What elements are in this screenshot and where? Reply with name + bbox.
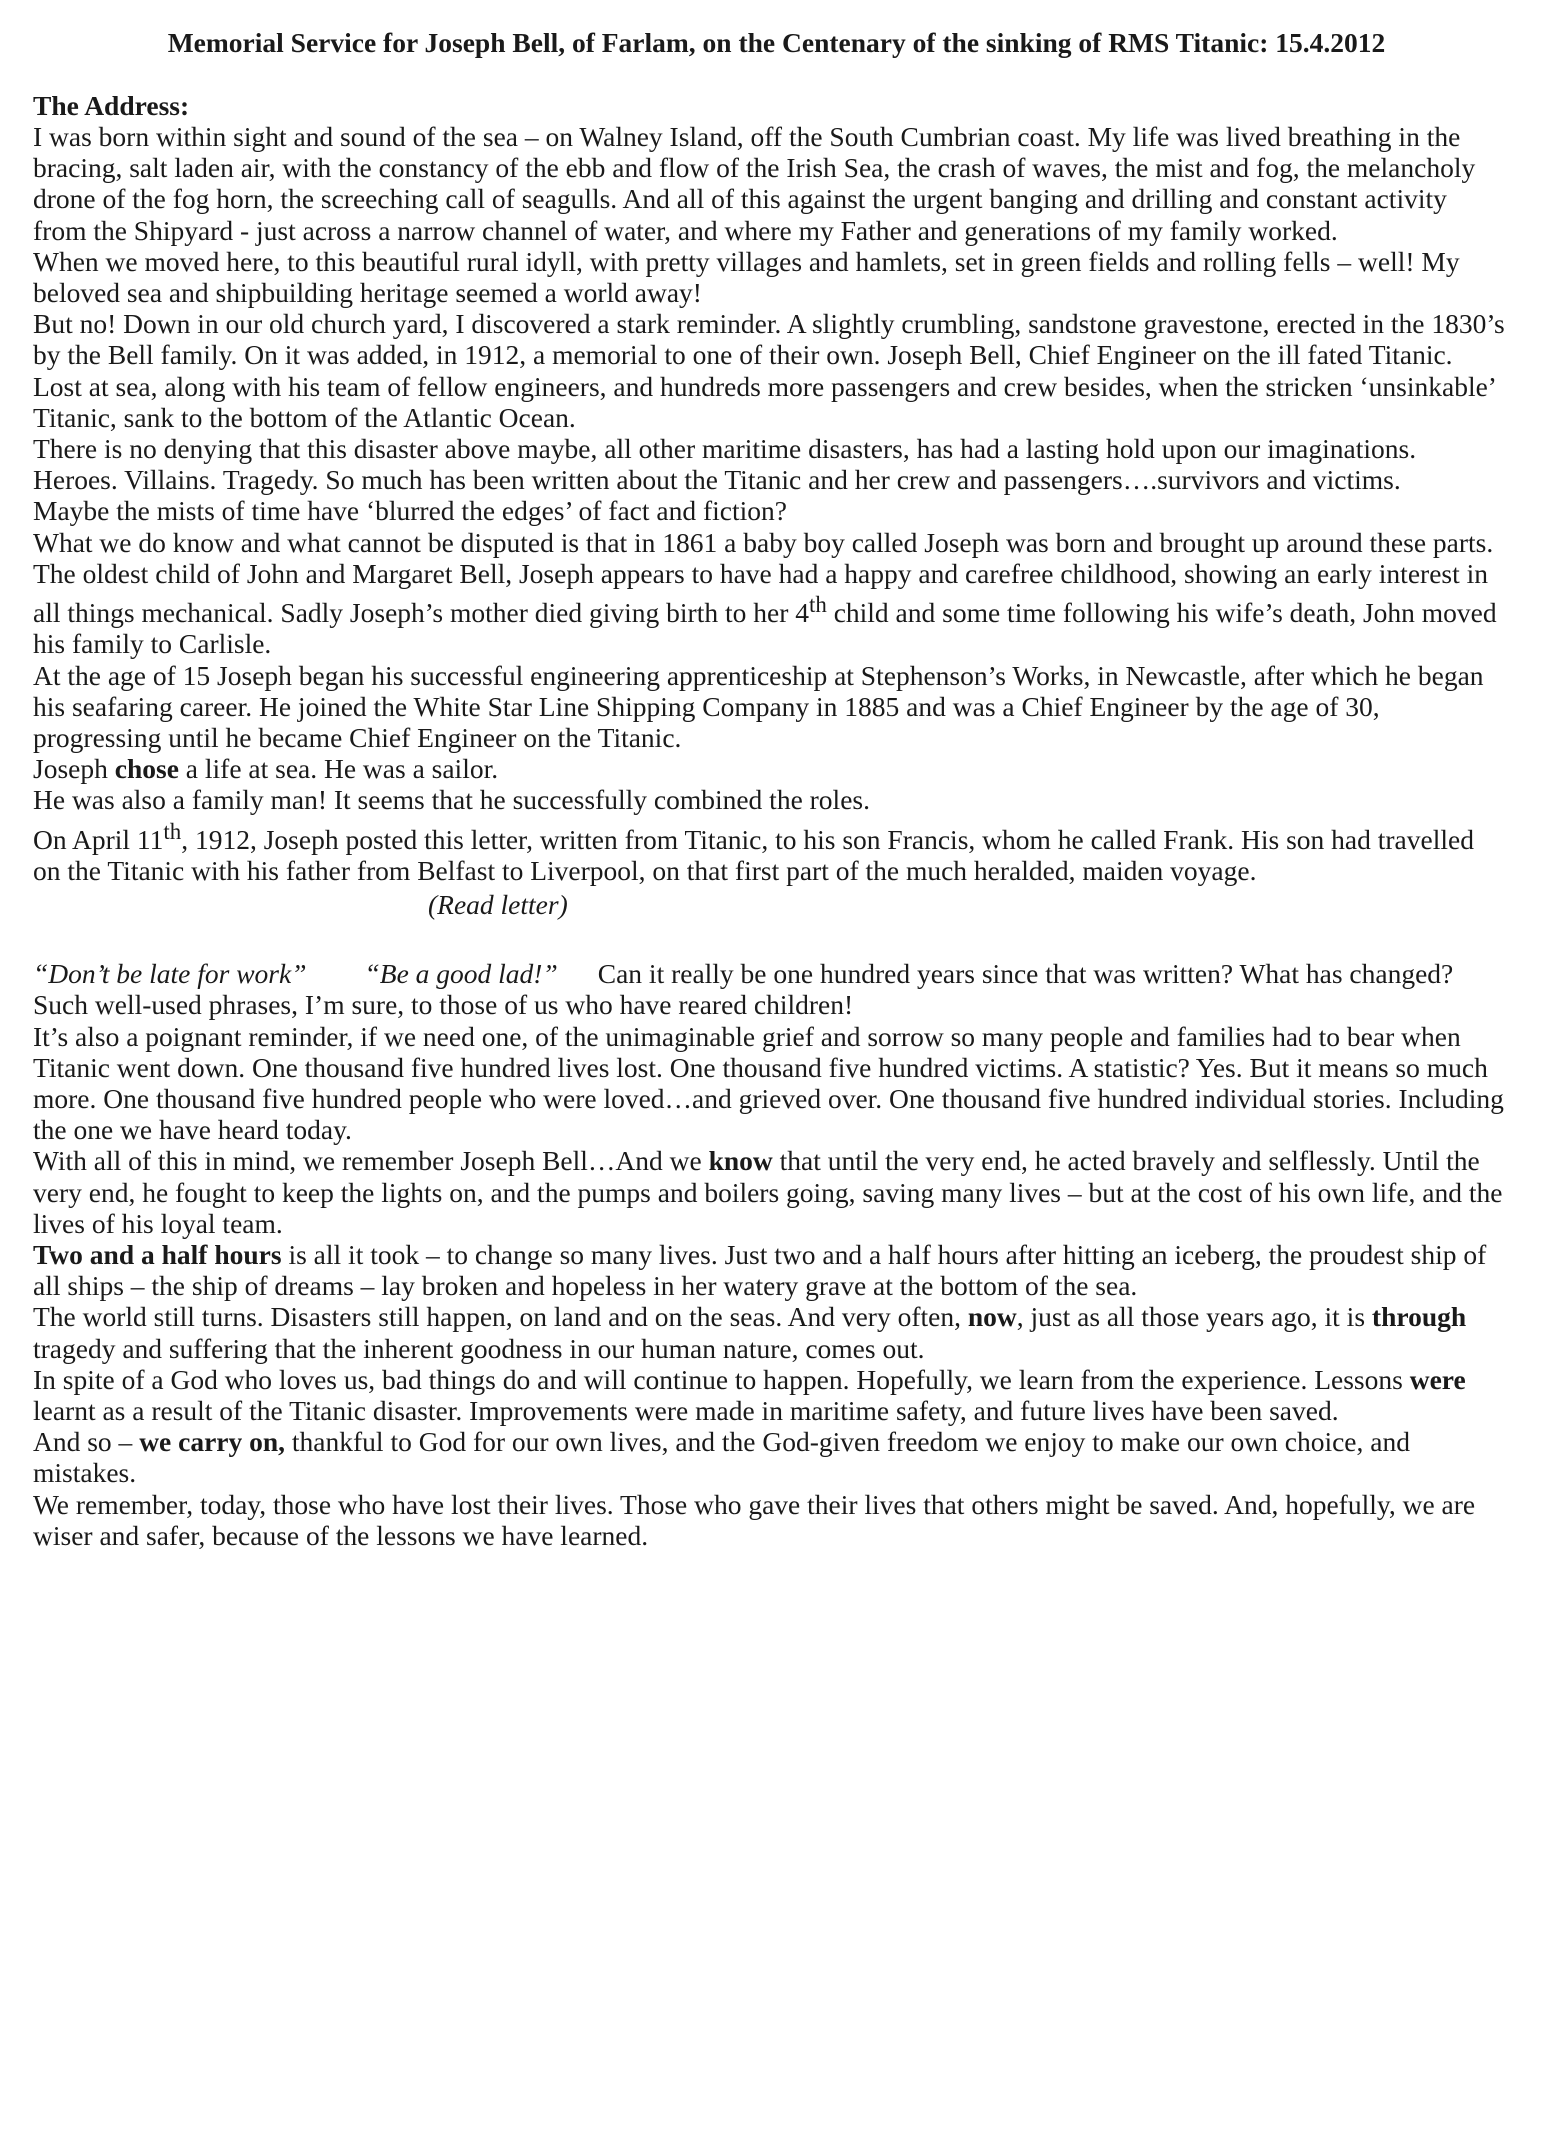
paragraph-family-man: He was also a family man! It seems that he successfully combined the roles. [33,784,870,816]
paragraph-church-yard: But no! Down in our old church yard, I discovered a stark reminder. A slightly crumbling, sandstone gravestone, erected in the 1830’s by the Bell family. On it was added, in 1912, a memorial to one of their own. Joseph Bell, Chief Engineer on the ill fated Titanic. Lost at sea, along with his team of fellow engineers, and hundreds more passengers and crew besides, when the stricken ‘unsinkable’ Titanic, sank to the bottom of the Atlantic Ocean. [33,308,1505,433]
superscript: th [163,818,182,844]
quote-late-for-work: “Don’t be late for work” [33,958,307,990]
paragraph-moved-here: When we moved here, to this beautiful rural idyll, with pretty villages and hamlets, set in green fields and rolling fells – well! My beloved sea and shipbuilding heritage seemed a world away! [33,245,1460,309]
paragraph-carry-on: And so – we carry on, thankful to God for our own lives, and the God-given freedom we enjoy to make our own choice, and mistakes. [33,1426,1410,1489]
paragraph-mists: Maybe the mists of time have ‘blurred the edges’ of fact and fiction? [33,495,787,527]
paragraph-grief: It’s also a poignant reminder, if we need one, of the unimaginable grief and sorrow so many people and families had to bear when Titanic went down. One thousand five hundred lives lost. One thousand five hundred victims. A statistic? Yes. But it means so much more. One thousand five hundred people who were loved…and grieved over. One thousand five hundred individual stories. Including the one we have heard today. [33,1020,1504,1146]
paragraph-remember: With all of this in mind, we remember Joseph Bell…And we know that until the very end, he acted bravely and selflessly. Until the very end, he fought to keep the lights on, and the pumps and boilers going, saving many lives – but at the cost of his own life, and the lives of his loyal team. [33,1145,1503,1239]
superscript: th [808,592,827,618]
paragraph-walney: I was born within sight and sound of the sea – on Walney Island, off the South Cumbrian coast. My life was lived breathing in the bracing, salt laden air, with the constancy of the ebb and flow of the Irish Sea, the crash of waves, the mist and fog, the melancholy drone of the fog horn, the screeching call of seagulls. And all of this against the urgent banging and drilling and constant activity from the Shipyard - just across a narrow channel of water, and where my Father and generations of my family worked. [33,121,1476,246]
paragraph-two-half-hours: Two and a half hours is all it took – to change so many lives. Just two and a half hours after hitting an iceberg, the proudest ship of all ships – the ship of dreams – lay broken and hopeless in her watery grave at the bottom of the sea. [33,1239,1487,1302]
paragraph-world-turns: The world still turns. Disasters still happen, on land and on the seas. And very often, now, just as all those years ago, it is through tragedy and suffering that the inherent goodness in our human nature, comes out. [33,1301,1467,1364]
paragraph-sailor: Joseph chose a life at sea. He was a sailor. [33,753,499,785]
paragraph-childhood: What we do know and what cannot be disputed is that in 1861 a baby boy called Joseph was born and brought up around these parts. The oldest child of John and Margaret Bell, Joseph appears to have had a happy and carefree childhood, showing an early interest in all things mechanical. Sadly Joseph’s mother died giving birth to her 4th child and some time following his wife’s death, John moved his family to Carlisle. [33,526,1497,660]
quote-good-lad: “Be a good lad!” [364,958,558,990]
paragraph-quotes: “Don’t be late for work” “Be a good lad!” Can it really be one hundred years since that was written? What has changed? Such well-used phrases, I’m sure, to those of us who have reared children! [33,958,1454,1021]
paragraph-apprenticeship: At the age of 15 Joseph began his successful engineering apprenticeship at Stephenson’s Works, in Newcastle, after which he began his seafaring career. He joined the White Star Line Shipping Company in 1885 and was a Chief Engineer by the age of 30, progressing until he became Chief Engineer on the Titanic. [33,659,1484,754]
section-spacer [33,920,1506,958]
paragraph-letter: On April 11th, 1912, Joseph posted this letter, written from Titanic, to his son Francis, whom he called Frank. His son had travelled on the Titanic with his father from Belfast to Liverpool, on that first part of the much heralded, maiden voyage. [33,818,1474,886]
document-title: Memorial Service for Joseph Bell, of Farlam, on the Centenary of the sinking of RMS Titanic: 15.4.2012 [167,27,1386,58]
paragraph-lessons: In spite of a God who loves us, bad things do and will continue to happen. Hopefully, we learn from the experience. Lessons were learnt as a result of the Titanic disaster. Improvements were made in maritime safety, and future lives have been saved. [33,1363,1466,1427]
paragraph-disaster: There is no denying that this disaster above maybe, all other maritime disasters, has had a lasting hold upon our imaginations. Heroes. Villains. Tragedy. So much has been written about the Titanic and her crew and passengers….survivors and victims. [33,433,1417,496]
paragraph-closing: We remember, today, those who have lost their lives. Those who gave their lives that others might be saved. And, hopefully, we are wiser and safer, because of the lessons we have learned. [33,1488,1476,1551]
read-letter-note: (Read letter) [428,889,568,921]
address-heading: The Address: [33,90,190,121]
